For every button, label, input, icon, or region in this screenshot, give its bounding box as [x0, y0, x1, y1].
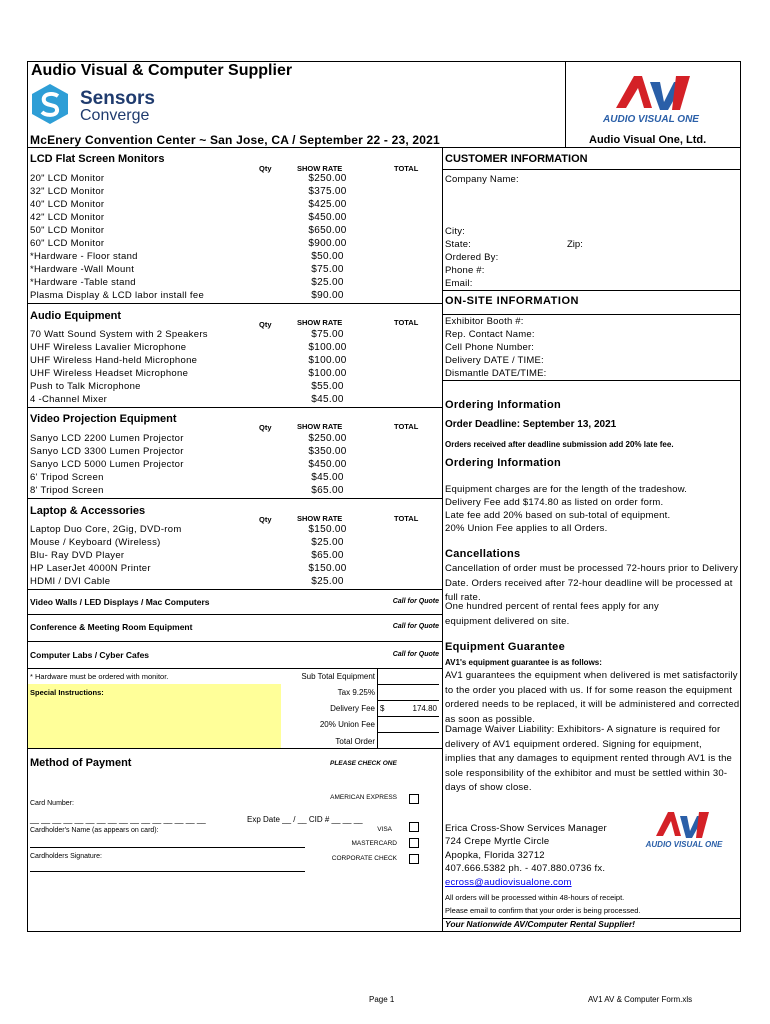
item-name: Push to Talk Microphone [30, 381, 141, 392]
divider [27, 589, 442, 590]
item-name: 70 Watt Sound System with 2 Speakers [30, 329, 208, 340]
cancellations-text-2: One hundred percent of rental fees apply for any equipment delivered on site. [445, 601, 659, 627]
item-price: $100.00 [308, 342, 347, 353]
divider [443, 380, 741, 381]
item-price: $45.00 [311, 472, 344, 483]
item-price: $45.00 [311, 394, 344, 405]
total-header: TOTAL [394, 318, 419, 327]
item-price: $650.00 [308, 225, 347, 236]
guarantee-text-2: Damage Waiver Liability: Exhibitors- A signature is required for delivery of AV1 equipment ordered. Signing for equipment, implies that any damages to equipment rented through AV1 is the sole responsibility of the exhibitor and must be settled within 30-days of show close. [445, 724, 733, 793]
visa-checkbox[interactable] [409, 822, 419, 832]
contact-phone: 407.666.5382 ph. - 407.880.0736 fx. [445, 863, 606, 874]
qty-input[interactable] [248, 264, 278, 276]
item-price: $350.00 [308, 446, 347, 457]
onsite-field[interactable]: Cell Phone Number: [445, 342, 535, 353]
qty-input[interactable] [248, 329, 278, 341]
item-price: $425.00 [308, 199, 347, 210]
show-rate-header: SHOW RATE [297, 514, 343, 523]
divider [27, 614, 442, 615]
cardholder-name-line[interactable] [30, 847, 305, 848]
svg-text:AUDIO VISUAL ONE: AUDIO VISUAL ONE [603, 114, 699, 125]
contact-address-1: 724 Crepe Myrtle Circle [445, 836, 550, 847]
processing-note: All orders will be processed within 48-hours of receipt. [445, 893, 625, 902]
contact-email-link[interactable]: ecross@audiovisualone.com [445, 877, 572, 888]
cancellations-title: Cancellations [445, 548, 521, 560]
page-number: Page 1 [369, 995, 395, 1004]
item-price: $65.00 [311, 550, 344, 561]
lcd-section-title: LCD Flat Screen Monitors [30, 153, 165, 165]
order-deadline: Order Deadline: September 13, 2021 [445, 419, 617, 430]
item-name: HP LaserJet 4000N Printer [30, 563, 151, 574]
show-rate-header: SHOW RATE [297, 422, 343, 431]
item-price: $150.00 [308, 563, 347, 574]
file-name: AV1 AV & Computer Form.xls [588, 995, 693, 1004]
qty-input[interactable] [248, 576, 278, 588]
column-divider [442, 147, 443, 932]
qty-input[interactable] [248, 563, 278, 575]
qty-input[interactable] [248, 251, 278, 263]
qty-input[interactable] [248, 355, 278, 367]
amex-checkbox[interactable] [409, 794, 419, 804]
option-corporate-check-label: CORPORATE CHECK [331, 855, 397, 862]
guarantee-title: Equipment Guarantee [445, 641, 565, 653]
page-title: Audio Visual & Computer Supplier [31, 62, 293, 79]
show-rate-header: SHOW RATE [297, 164, 343, 173]
hardware-note: * Hardware must be ordered with monitor. [30, 672, 169, 681]
onsite-field[interactable]: Delivery DATE / TIME: [445, 355, 544, 366]
sensors-converge-logo [30, 82, 160, 133]
delivery-label: Delivery Fee [330, 704, 375, 713]
contact-name: Erica Cross-Show Services Manager [445, 823, 607, 834]
item-name: Sanyo LCD 2200 Lumen Projector [30, 433, 184, 444]
card-number-label: Card Number: [30, 800, 74, 807]
ordering-line: 20% Union Fee applies to all Orders. [445, 523, 608, 534]
qty-input[interactable] [248, 368, 278, 380]
qty-header: Qty [259, 320, 272, 329]
mastercard-checkbox[interactable] [409, 838, 419, 848]
ordering-line: Delivery Fee add $174.80 as listed on order form. [445, 497, 664, 508]
ordered-by-field[interactable]: Ordered By: [445, 252, 499, 263]
corporate-check-checkbox[interactable] [409, 854, 419, 864]
email-field[interactable]: Email: [445, 278, 473, 289]
item-price: $450.00 [308, 212, 347, 223]
late-fee-note: Orders received after deadline submission add 20% late fee. [445, 440, 674, 449]
item-name: 42" LCD Monitor [30, 212, 105, 223]
qty-input[interactable] [248, 277, 278, 289]
divider [377, 716, 439, 717]
please-check-one: PLEASE CHECK ONE [330, 760, 397, 767]
qty-input[interactable] [248, 186, 278, 198]
ordering-info-title-2: Ordering Information [445, 457, 561, 469]
item-name: Sanyo LCD 5000 Lumen Projector [30, 459, 184, 470]
call-for-quote: Call for Quote [392, 651, 439, 658]
show-rate-header: SHOW RATE [297, 318, 343, 327]
divider [377, 700, 439, 701]
item-name: *Hardware - Floor stand [30, 251, 138, 262]
call-row-label: Computer Labs / Cyber Cafes [30, 650, 150, 660]
divider [27, 407, 442, 408]
qty-input[interactable] [248, 238, 278, 250]
payment-title: Method of Payment [30, 757, 132, 769]
svg-text:AUDIO VISUAL ONE: AUDIO VISUAL ONE [645, 840, 723, 849]
item-name: 8' Tripod Screen [30, 485, 104, 496]
item-name: UHF Wireless Hand-held Microphone [30, 355, 198, 366]
cardholder-name-label: Cardholder's Name (as appears on card): [30, 827, 159, 834]
qty-input[interactable] [248, 446, 278, 458]
item-name: Plasma Display & LCD labor install fee [30, 290, 205, 301]
qty-input[interactable] [248, 225, 278, 237]
item-price: $375.00 [308, 186, 347, 197]
qty-input[interactable] [248, 433, 278, 445]
item-name: 4 -Channel Mixer [30, 394, 108, 405]
cardholder-signature-line[interactable] [30, 871, 305, 872]
total-order-label: Total Order [335, 737, 375, 746]
item-name: 50" LCD Monitor [30, 225, 105, 236]
laptop-section-title: Laptop & Accessories [30, 505, 146, 517]
logo-word-sensors: Sensors [80, 88, 155, 109]
item-name: HDMI / DVI Cable [30, 576, 111, 587]
item-price: $100.00 [308, 368, 347, 379]
item-name: 20" LCD Monitor [30, 173, 105, 184]
logo-word-converge: Converge [80, 107, 150, 124]
exp-cid-field[interactable]: Exp Date __ / __ CID # __ __ __ [247, 815, 363, 824]
onsite-field[interactable]: Rep. Contact Name: [445, 329, 535, 340]
item-name: Blu- Ray DVD Player [30, 550, 125, 561]
item-name: Mouse / Keyboard (Wireless) [30, 537, 161, 548]
qty-input[interactable] [248, 524, 278, 536]
item-price: $50.00 [311, 251, 344, 262]
ordering-line: Equipment charges are for the length of the tradeshow. [445, 484, 688, 495]
ordering-info-title: Ordering Information [445, 399, 561, 411]
tagline: Your Nationwide AV/Computer Rental Supplier! [445, 919, 636, 929]
qty-input[interactable] [248, 537, 278, 549]
item-name: 6' Tripod Screen [30, 472, 104, 483]
qty-input[interactable] [248, 550, 278, 562]
item-name: *Hardware -Table stand [30, 277, 136, 288]
qty-input[interactable] [248, 394, 278, 406]
item-price: $900.00 [308, 238, 347, 249]
item-price: $450.00 [308, 459, 347, 470]
qty-input[interactable] [248, 459, 278, 471]
total-header: TOTAL [394, 514, 419, 523]
venue-line: McEnery Convention Center ~ San Jose, CA / September 22 - 23, 2021 [30, 133, 440, 147]
supplier-name: Audio Visual One, Ltd. [589, 134, 707, 146]
delivery-currency: $ [380, 704, 385, 713]
audio-section-title: Audio Equipment [30, 310, 122, 322]
delivery-amount: 174.80 [412, 704, 437, 713]
item-price: $65.00 [311, 485, 344, 496]
item-price: $25.00 [311, 537, 344, 548]
company-name-field[interactable]: Company Name: [445, 174, 519, 185]
video-section-title: Video Projection Equipment [30, 413, 177, 425]
phone-field[interactable]: Phone #: [445, 265, 485, 276]
item-price: $90.00 [311, 290, 344, 301]
item-price: $25.00 [311, 277, 344, 288]
divider [443, 314, 741, 315]
divider [443, 169, 741, 170]
call-for-quote: Call for Quote [392, 598, 439, 605]
total-header: TOTAL [394, 422, 419, 431]
qty-input[interactable] [248, 381, 278, 393]
av1-logo [576, 70, 726, 126]
onsite-field[interactable]: Dismantle DATE/TIME: [445, 368, 547, 379]
union-label: 20% Union Fee [319, 720, 375, 729]
item-price: $75.00 [311, 329, 344, 340]
option-visa-label: VISA [377, 826, 392, 833]
item-price: $55.00 [311, 381, 344, 392]
subtotal-label: Sub Total Equipment [301, 672, 375, 681]
divider [377, 684, 439, 685]
city-field[interactable]: City: [445, 226, 465, 237]
item-price: $250.00 [308, 433, 347, 444]
onsite-field[interactable]: Exhibitor Booth #: [445, 316, 524, 327]
call-row-label: Video Walls / LED Displays / Mac Computers [30, 597, 210, 607]
item-name: *Hardware -Wall Mount [30, 264, 135, 275]
special-instructions-label: Special Instructions: [30, 688, 104, 697]
divider [27, 303, 442, 304]
tax-label: Tax 9.25% [337, 688, 375, 697]
qty-header: Qty [259, 515, 272, 524]
qty-input[interactable] [248, 173, 278, 185]
ordering-line: Late fee add 20% based on sub-total of equipment. [445, 510, 671, 521]
header-divider [565, 61, 566, 148]
divider [377, 732, 439, 733]
item-name: 60" LCD Monitor [30, 238, 105, 249]
option-mastercard-label: MASTERCARD [351, 840, 397, 847]
item-price: $150.00 [308, 524, 347, 535]
call-row-label: Conference & Meeting Room Equipment [30, 622, 193, 632]
state-field[interactable]: State: [445, 239, 472, 250]
total-header: TOTAL [394, 164, 419, 173]
item-name: 40" LCD Monitor [30, 199, 105, 210]
item-price: $75.00 [311, 264, 344, 275]
item-name: Sanyo LCD 3300 Lumen Projector [30, 446, 184, 457]
item-price: $250.00 [308, 173, 347, 184]
divider [27, 498, 442, 499]
qty-input[interactable] [248, 342, 278, 354]
av1-logo-small [628, 806, 740, 850]
guarantee-text: AV1 guarantees the equipment when delivered is met satisfactorily to the order you placed with us. If for some reason the equipment ordered needs to be replaced, it will be administered and corrected as soon as possible. [445, 670, 740, 725]
cardholder-signature-label: Cardholders Signature: [30, 853, 102, 860]
item-price: $100.00 [308, 355, 347, 366]
header-bottom-line [27, 147, 741, 148]
qty-input[interactable] [248, 485, 278, 497]
card-number-field[interactable]: __ __ __ __ __ __ __ __ __ __ __ __ __ __ __ __ [30, 815, 206, 824]
qty-header: Qty [259, 164, 272, 173]
onsite-info-title: ON-SITE INFORMATION [445, 295, 579, 307]
guarantee-subtitle: AV1's equipment guarantee is as follows: [445, 658, 602, 667]
item-name: Laptop Duo Core, 2Gig, DVD-rom [30, 524, 182, 535]
qty-input[interactable] [248, 212, 278, 224]
zip-field[interactable]: Zip: [567, 239, 583, 250]
contact-address-2: Apopka, Florida 32712 [445, 850, 545, 861]
customer-info-title: CUSTOMER INFORMATION [445, 153, 588, 165]
divider [443, 290, 741, 291]
qty-input[interactable] [248, 290, 278, 302]
qty-input[interactable] [248, 472, 278, 484]
item-name: UHF Wireless Headset Microphone [30, 368, 189, 379]
confirm-note: Please email to confirm that your order is being processed. [445, 906, 641, 915]
call-for-quote: Call for Quote [392, 623, 439, 630]
item-price: $25.00 [311, 576, 344, 587]
item-name: UHF Wireless Lavalier Microphone [30, 342, 187, 353]
cancellations-text: Cancellation of order must be processed 72-hours prior to Delivery Date. Orders received after 72-hour deadline will be processed at full rate. [445, 563, 739, 603]
qty-header: Qty [259, 423, 272, 432]
qty-input[interactable] [248, 199, 278, 211]
option-amex-label: AMERICAN EXPRESS [330, 794, 397, 801]
item-name: 32" LCD Monitor [30, 186, 105, 197]
divider [27, 641, 442, 642]
